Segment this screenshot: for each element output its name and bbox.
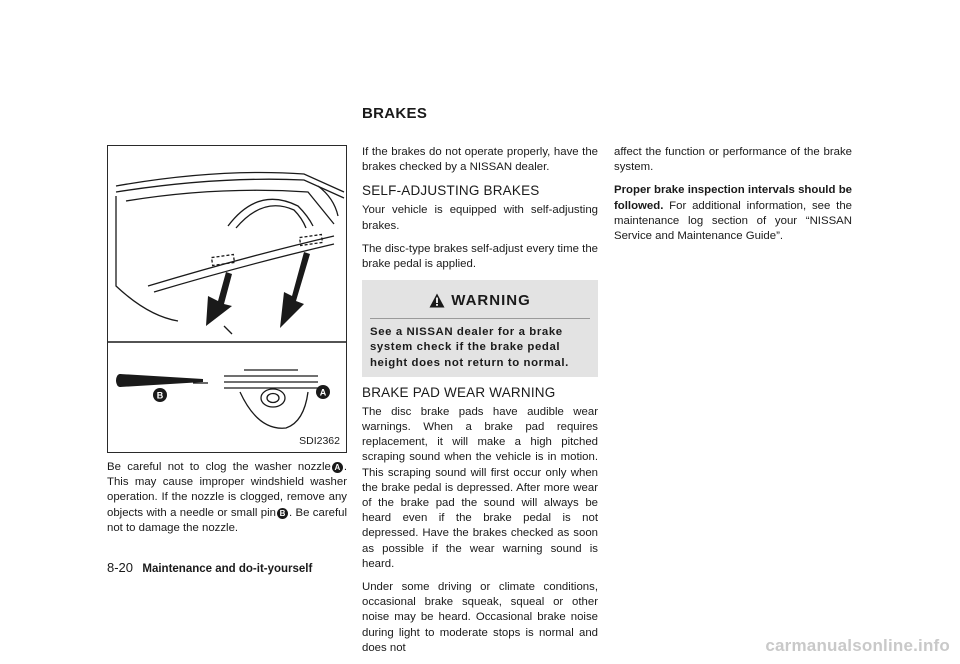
callout-b-icon: B <box>277 508 288 519</box>
nozzle-text-3: . Be careful not to damage the nozzle. <box>107 506 347 534</box>
washer-nozzle-figure <box>107 145 347 453</box>
watermark: carmanualsonline.info <box>765 636 950 655</box>
section-title: BRAKES <box>362 105 428 122</box>
callout-a-icon: A <box>332 462 343 473</box>
warning-triangle-icon <box>429 293 445 308</box>
pad-wear-p1: The disc brake pads have audible wear warnings. When a brake pad requires replacement, it will make a high pitched scraping sound when the vehicle is in motion. This scraping sound will first occur only when the brake pedal is depressed. After more wear of the brake pad the sound will always be heard even if the brake pedal is not depressed. Have the brakes checked as soon as possible if the wear warning sound is heard. <box>362 405 598 570</box>
nozzle-paragraph <box>107 460 347 536</box>
col3-p2 <box>614 183 852 244</box>
inspection-intervals-bold: Proper brake inspection intervals should be followed. <box>614 184 852 212</box>
pad-wear-heading: BRAKE PAD WEAR WARNING <box>362 384 556 400</box>
warning-title: WARNING <box>451 291 531 309</box>
nozzle-text-2: . This may cause improper windshield washer operation. If the nozzle is clogged, remove any objects with a needle or small pin <box>107 461 347 519</box>
col3-p1: affect the function or performance of the brake system. <box>614 146 852 174</box>
column-2 <box>362 145 598 664</box>
label-a-text: A <box>319 387 327 398</box>
self-adjusting-p1: Your vehicle is equipped with self-adjusting brakes. <box>362 204 598 232</box>
column-1 <box>107 460 347 544</box>
label-a-icon <box>316 385 330 399</box>
col3-p2-rest: For additional information, see the maintenance log section of your “NISSAN Service and Maintenance Guide”. <box>614 199 852 243</box>
warning-header <box>362 280 598 314</box>
washer-nozzle-illustration <box>108 146 346 452</box>
warning-text: See a NISSAN dealer for a brake system check if the brake pedal height does not return to normal. <box>370 326 569 369</box>
page-number: 8-20 <box>107 560 134 575</box>
self-adjusting-heading: SELF-ADJUSTING BRAKES <box>362 183 540 199</box>
pad-wear-p2: Under some driving or climate conditions, occasional brake squeak, squeal or other noise may be heard. Occasional brake noise during light to moderate stops is normal and does not <box>362 581 598 654</box>
warning-divider <box>370 318 590 319</box>
brakes-intro: If the brakes do not operate properly, have the brakes checked by a NISSAN dealer. <box>362 146 598 174</box>
column-3 <box>614 145 852 252</box>
warning-box <box>362 280 598 377</box>
footer-section-name: Maintenance and do-it-yourself <box>142 563 313 575</box>
label-b-text: B <box>156 390 164 401</box>
self-adjusting-p2: The disc-type brakes self-adjust every time the brake pedal is applied. <box>362 242 598 271</box>
nozzle-text-1: Be careful not to clog the washer nozzle <box>107 461 331 473</box>
label-b-icon <box>153 388 167 402</box>
figure-caption: SDI2362 <box>299 435 340 447</box>
page-footer <box>107 560 312 575</box>
